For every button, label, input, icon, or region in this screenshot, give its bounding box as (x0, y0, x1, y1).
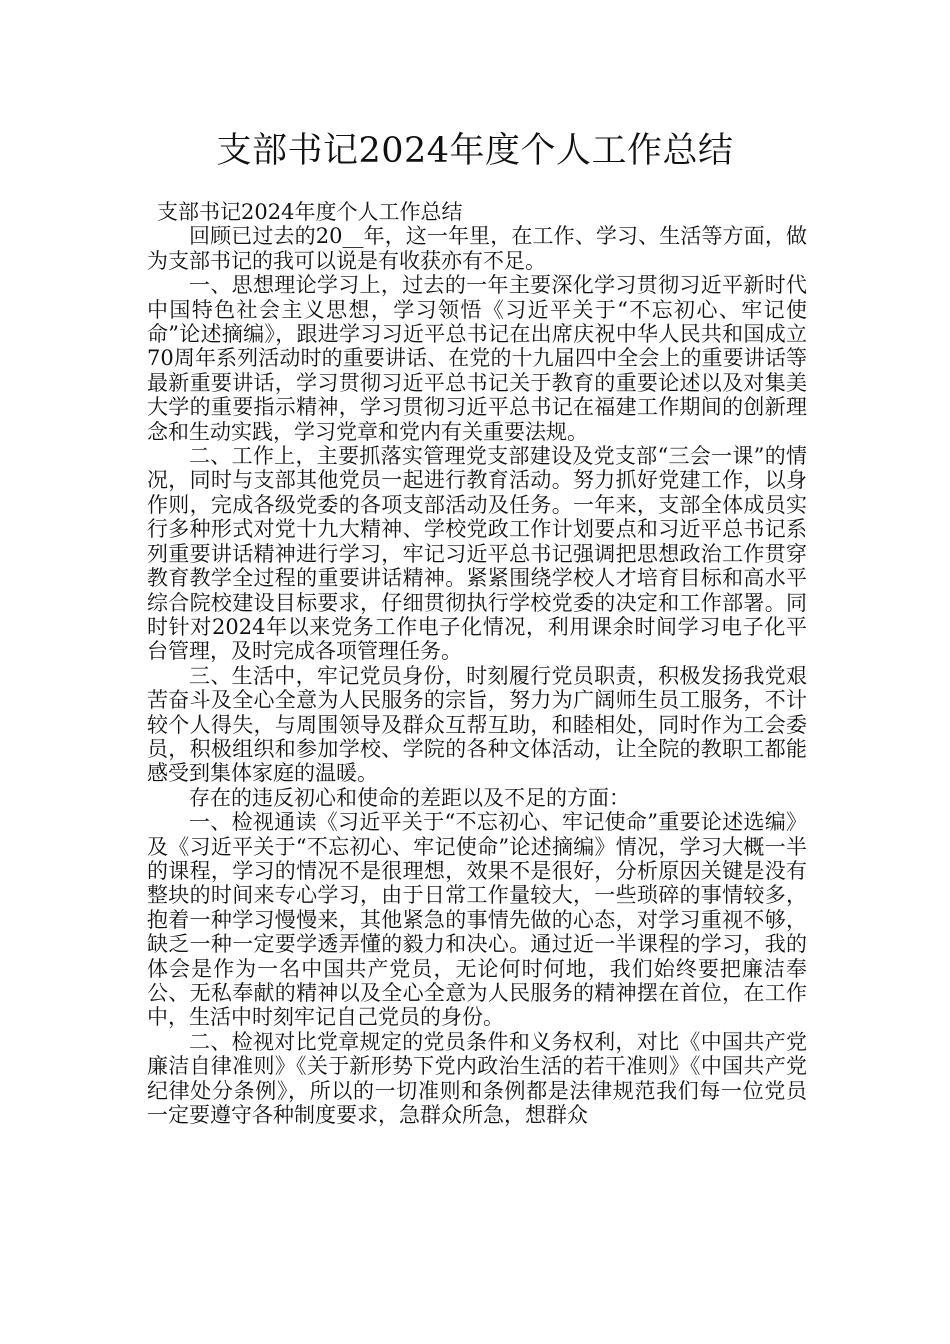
paragraph-shortcomings-heading: 存在的违反初心和使命的差距以及不足的方面： (189, 785, 630, 810)
paragraph-shortcoming-two: 二、检视对比党章规定的党员条件和义务权利，对比《中国共产党廉洁自律准则》《关于新形势下党内政治生活的若干准则》《中国共产党纪律处分条例》，所以的一切准则和条例都是法律规范我们每一位党员一定要遵守各种制度要求，急群众所急，想群众 (147, 1029, 807, 1128)
document-body (147, 200, 807, 1127)
paragraph-work: 二、工作上，主要抓落实管理党支部建设及党支部“三会一课”的情况，同时与支部其他党员一起进行教育活动。努力抓好党建工作，以身作则，完成各级党委的各项支部活动及任务。一年来，支部全体成员实行多种形式对党十九大精神、学校党政工作计划要点和习近平总书记系列重要讲话精神进行学习，牢记习近平总书记强调把思想政治工作贯穿教育教学全过程的重要讲话精神。紧紧围绕学校人才培育目标和高水平综合院校建设目标要求，仔细贯彻执行学校党委的决定和工作部署。同时针对2024年以来党务工作电子化情况，利用课余时间学习电子化平台管理，及时完成各项管理任务。 (147, 444, 807, 664)
paragraph-shortcoming-one: 一、检视通读《习近平关于“不忘初心、牢记使命”重要论述选编》及《习近平关于“不忘初心、牢记使命”论述摘编》情况，学习大概一半的课程，学习的情况不是很理想，效果不是很好，分析原因关键是没有整块的时间来专心学习，由于日常工作量较大，一些琐碎的事情较多，抱着一种学习慢慢来，其他紧急的事情先做的心态，对学习重视不够，缺乏一种一定要学透弄懂的毅力和决心。通过近一半课程的学习，我的体会是作为一名中国共产党员，无论何时何地，我们始终要把廉洁奉公、无私奉献的精神以及全心全意为人民服务的精神摆在首位，在工作中，生活中时刻牢记自己党员的身份。 (147, 810, 807, 1030)
body-subtitle: 支部书记2024年度个人工作总结 (157, 200, 463, 224)
paragraph-intro: 回顾已过去的20__年，这一年里，在工作、学习、生活等方面，做为支部书记的我可以说是有收获亦有不足。 (147, 224, 807, 273)
paragraph-life: 三、生活中，牢记党员身份，时刻履行党员职责，积极发扬我党艰苦奋斗及全心全意为人民服务的宗旨，努力为广阔师生员工服务，不计较个人得失，与周围领导及群众互帮互助，和睦相处，同时作为工会委员，积极组织和参加学校、学院的各种文体活动，让全院的教职工都能感受到集体家庭的温暖。 (147, 663, 807, 786)
paragraph-theory-study: 一、思想理论学习上，过去的一年主要深化学习贯彻习近平新时代中国特色社会主义思想，学习领悟《习近平关于“不忘初心、牢记使命”论述摘编》，跟进学习习近平总书记在出席庆祝中华人民共和国成立70周年系列活动时的重要讲话、在党的十九届四中全会上的重要讲话等最新重要讲话，学习贯彻习近平总书记关于教育的重要论述以及对集美大学的重要指示精神，学习贯彻习近平总书记在福建工作期间的创新理念和生动实践，学习党章和党内有关重要法规。 (147, 273, 807, 444)
document-title: 支部书记2024年度个人工作总结 (216, 131, 734, 171)
